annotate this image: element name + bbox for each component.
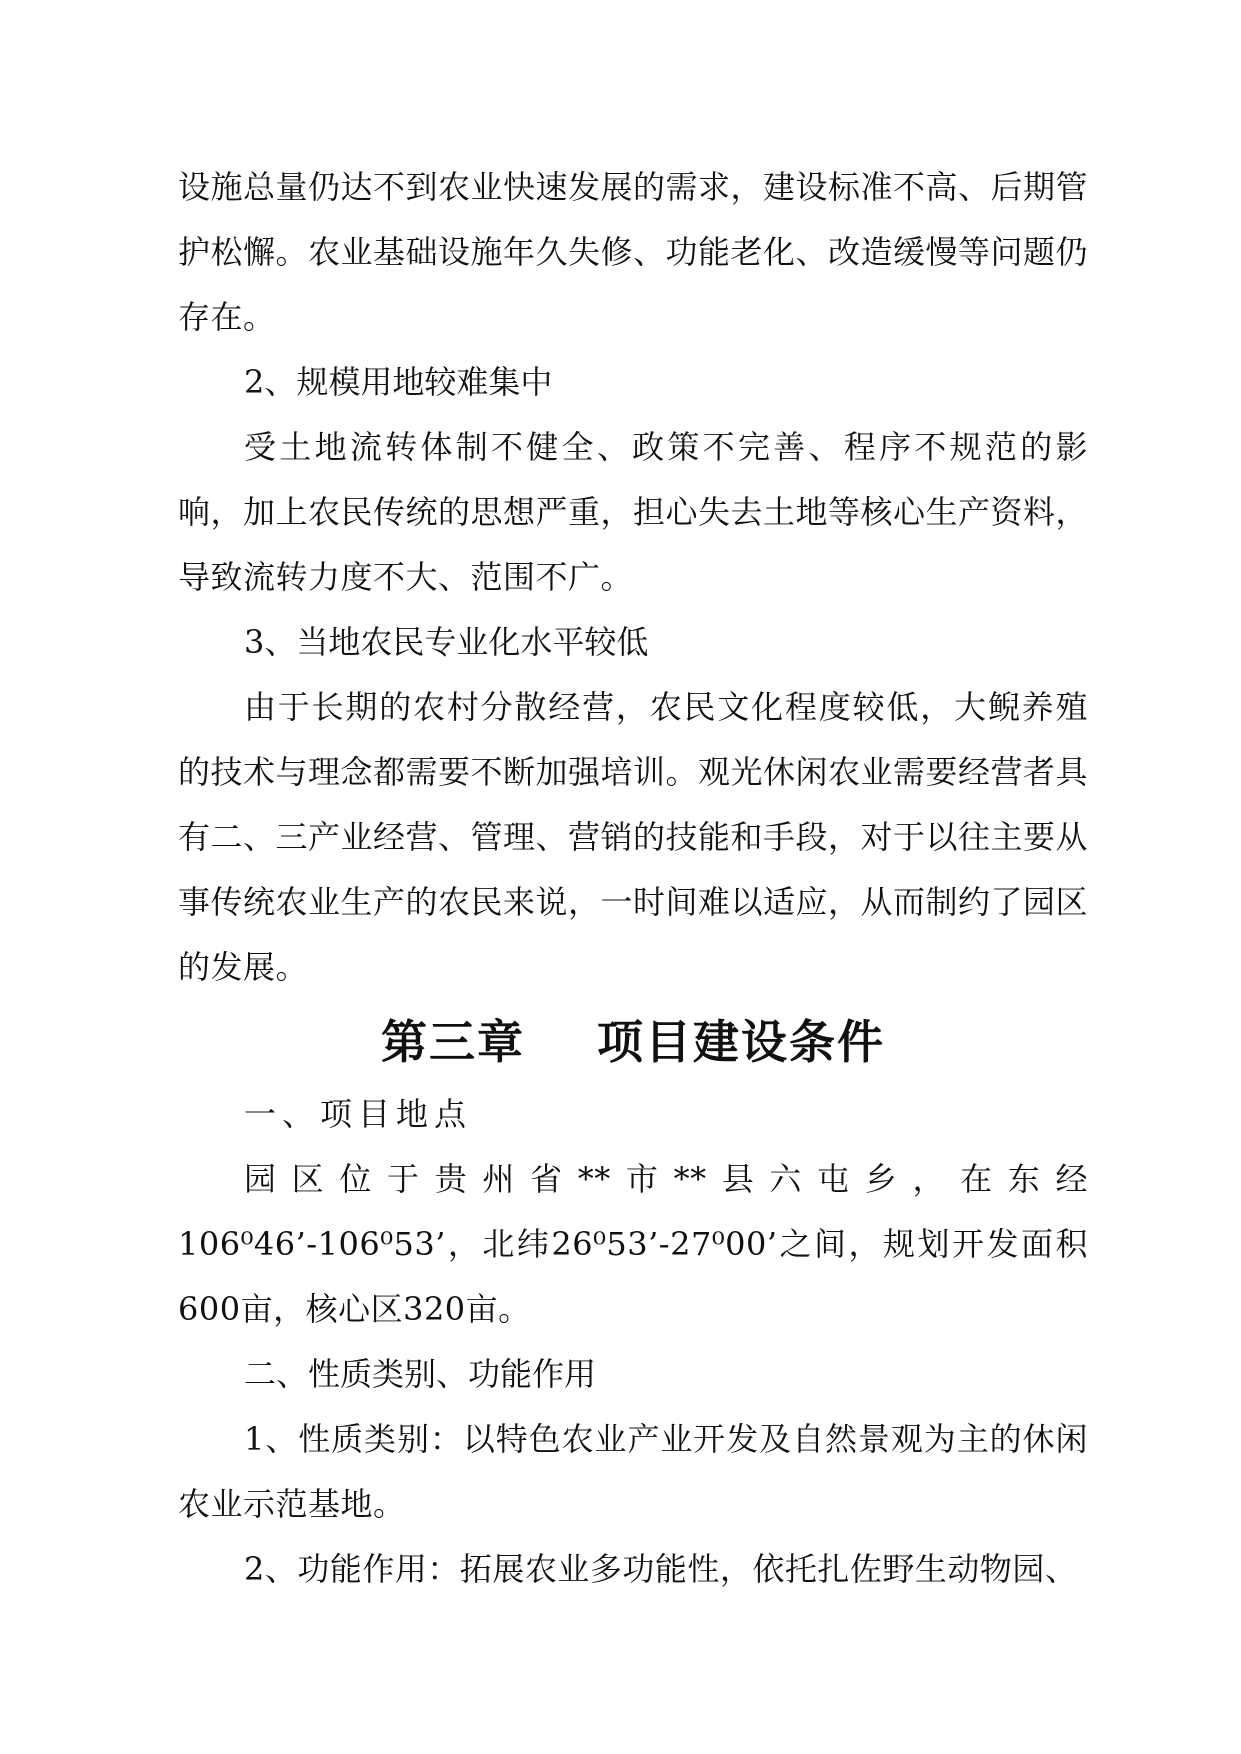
paragraph-infrastructure: 设施总量仍达不到农业快速发展的需求，建设标准不高、后期管护松懈。农业基础设施年久失修、功能老化、改造缓慢等问题仍存在。 (178, 168, 1089, 336)
paragraph-location: 园区位于贵州省**市**县六屯乡，在东经106⁰46’-106⁰53’，北纬26⁰53’-27⁰00’之间，规划开发面积600亩，核心区320亩。 (178, 1160, 1088, 1328)
paragraph-function: 2、功能作用：拓展农业多功能性，依托扎佐野生动物园、 (244, 1550, 1078, 1588)
paragraph-farmer-skills: 由于长期的农村分散经营，农民文化程度较低，大鲵养殖的技术与理念都需要不断加强培训。观光休闲农业需要经营者具有二、三产业经营、管理、营销的技能和手段，对于以往主要从事传统农业生产的农民来说，一时间难以适应，从而制约了园区的发展。 (178, 688, 1089, 986)
paragraph-nature-type: 1、性质类别：以特色农业产业开发及自然景观为主的休闲农业示范基地。 (178, 1420, 1088, 1523)
heading-farmer-skills: 3、当地农民专业化水平较低 (244, 623, 649, 661)
paragraph-land-transfer: 受土地流转体制不健全、政策不完善、程序不规范的影响，加上农民传统的思想严重，担心失去土地等核心生产资料，导致流转力度不大、范围不广。 (178, 428, 1089, 596)
section-heading-nature: 二、性质类别、功能作用 (244, 1355, 597, 1393)
heading-land-use: 2、规模用地较难集中 (244, 363, 553, 401)
section-heading-location: 一、项目地点 (244, 1095, 473, 1133)
page-content (178, 155, 1088, 1602)
chapter-title: 第三章 项目建设条件 (380, 1015, 886, 1069)
